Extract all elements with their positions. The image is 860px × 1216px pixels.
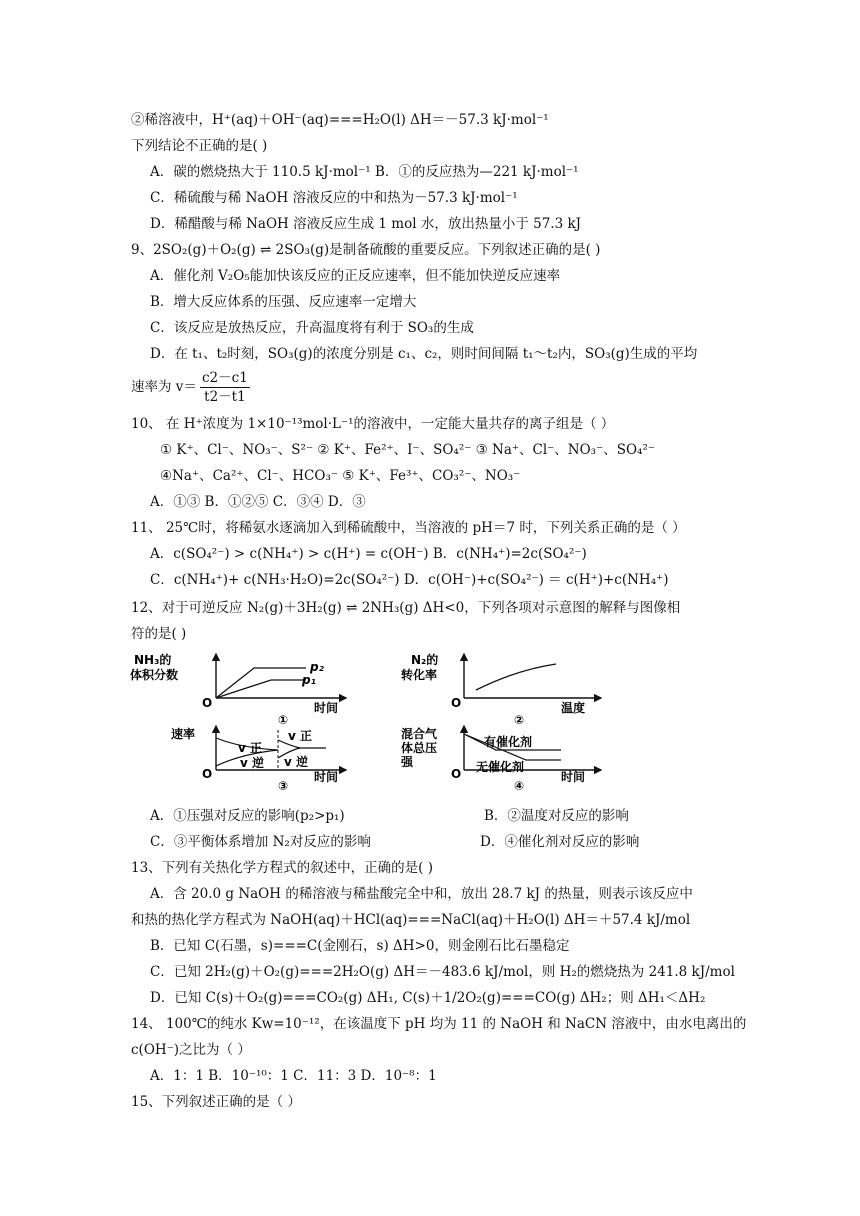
fig2-ylabel-line2: 转化率 bbox=[401, 668, 438, 682]
fig3-origin: O bbox=[202, 767, 213, 781]
fig1-tag: ① bbox=[278, 713, 289, 727]
fig1-ylabel-line1: NH₃的 bbox=[134, 653, 172, 667]
fig4-origin: O bbox=[451, 767, 462, 781]
fig3-label-vrev-2: v 逆 bbox=[284, 755, 309, 769]
fig4-label-nocat: 无催化剂 bbox=[476, 760, 525, 774]
q11-options-cd: C．c(NH₄⁺)+ c(NH₃·H₂O)=2c(SO₄²⁻) D．c(OH⁻)+c(SO₄²⁻) ＝ c(H⁺)+c(NH₄⁺) bbox=[150, 572, 669, 588]
q13-option-a: A．含 20.0 g NaOH 的稀溶液与稀盐酸完全中和，放出 28.7 kJ 的热量，则表示该反应中 bbox=[150, 886, 693, 902]
figure-3 bbox=[171, 726, 346, 793]
q9-option-d-cont: 速率为 v＝ bbox=[131, 379, 197, 395]
q13-option-b: B．已知 C(石墨，s)===C(金刚石，s) ΔH>0，则金刚石比石墨稳定 bbox=[150, 938, 570, 954]
fig1-label-p2: p₂ bbox=[310, 660, 324, 674]
q9-option-d: D．在 t₁、t₂时刻，SO₃(g)的浓度分别是 c₁、c₂，则时间间隔 t₁～t₂内，SO₃(g)生成的平均 bbox=[150, 346, 698, 362]
fig4-label-cat: 有催化剂 bbox=[484, 735, 533, 749]
q10-stem: 10、 在 H⁺浓度为 1×10⁻¹³mol·L⁻¹的溶液中，一定能大量共存的离子组是（ ） bbox=[131, 416, 615, 432]
fraction-denominator: t2－t1 bbox=[204, 389, 246, 405]
q9-option-b: B．增大反应体系的压强、反应速率一定增大 bbox=[150, 294, 417, 310]
q13-option-a-cont: 和热的热化学方程式为 NaOH(aq)＋HCl(aq)===NaCl(aq)＋H₂O(l) ΔH＝＋57.4 kJ/mol bbox=[131, 912, 691, 928]
fig4-ylabel-line2: 体总压 bbox=[401, 741, 438, 755]
rate-fraction bbox=[200, 369, 250, 406]
q8-stem: 下列结论不正确的是( ) bbox=[131, 138, 268, 154]
fig3-label-vrev: v 逆 bbox=[240, 756, 265, 770]
fig4-ylabel-line1: 混合气 bbox=[401, 727, 438, 741]
q14-options: A．1：1 B．10⁻¹⁰：1 C．11：3 D．10⁻⁸：1 bbox=[150, 1068, 437, 1084]
q13-option-c: C．已知 2H₂(g)＋O₂(g)===2H₂O(g) ΔH＝－483.6 kJ/mol，则 H₂的燃烧热为 241.8 kJ/mol bbox=[150, 964, 735, 980]
q11-options-ab: A．c(SO₄²⁻) > c(NH₄⁺) > c(H⁺) = c(OH⁻) B．c(NH₄⁺)=2c(SO₄²⁻) bbox=[150, 546, 587, 562]
fig4-tag: ④ bbox=[514, 779, 525, 793]
q11-stem: 11、 25℃时，将稀氨水逐滴加入到稀硫酸中，当溶液的 pH＝7 时，下列关系正确的是（ ） bbox=[131, 520, 686, 536]
q8-options-ab: A．碳的燃烧热大于 110.5 kJ·mol⁻¹ B．①的反应热为—221 kJ·mol⁻¹ bbox=[150, 164, 579, 180]
fig1-origin: O bbox=[202, 696, 213, 710]
q13-stem: 13、下列有关热化学方程式的叙述中，正确的是( ) bbox=[131, 860, 434, 876]
q9-stem: 9、2SO₂(g)＋O₂(g) ⇌ 2SO₃(g)是制备硫酸的重要反应。下列叙述正确的是( ) bbox=[131, 242, 601, 258]
q14-stem: 14、 100℃的纯水 Kw=10⁻¹²，在该温度下 pH 均为 11 的 NaOH 和 NaCN 溶液中，由水电离出的 bbox=[131, 1016, 747, 1032]
fig2-ylabel-line1: N₂的 bbox=[411, 653, 439, 667]
figure-1 bbox=[130, 652, 346, 727]
fig1-label-p1: p₁ bbox=[302, 673, 316, 687]
q12-option-c: C．③平衡体系增加 N₂对反应的影响 bbox=[150, 834, 371, 850]
q8-option-c: C．稀硫酸与稀 NaOH 溶液反应的中和热为－57.3 kJ·mol⁻¹ bbox=[150, 190, 518, 206]
q12-option-a: A．①压强对反应的影响(p₂>p₁) bbox=[150, 808, 345, 824]
fig1-ylabel-line2: 体积分数 bbox=[130, 668, 179, 682]
fig4-xlabel: 时间 bbox=[561, 770, 586, 784]
q10-groups-123: ① K⁺、Cl⁻、NO₃⁻、S²⁻ ② K⁺、Fe²⁺、I⁻、SO₄²⁻ ③ Na⁺、Cl⁻、NO₃⁻、SO₄²⁻ bbox=[160, 442, 655, 458]
q8-condition-2: ②稀溶液中，H⁺(aq)＋OH⁻(aq)===H₂O(l) ΔH＝－57.3 kJ·mol⁻¹ bbox=[131, 112, 549, 128]
fig1-curve-p1 bbox=[216, 680, 306, 698]
q14-stem-cont: c(OH⁻)之比为（ ） bbox=[131, 1042, 251, 1058]
q12-stem-cont: 符的是( ) bbox=[131, 626, 187, 642]
q12-option-d: D．④催化剂对反应的影响 bbox=[480, 834, 640, 850]
fig1-xlabel: 时间 bbox=[314, 701, 339, 715]
q12-figures-svg bbox=[130, 650, 616, 810]
q9-option-c: C．该反应是放热反应，升高温度将有利于 SO₃的生成 bbox=[150, 320, 474, 336]
fig3-tag: ③ bbox=[278, 779, 289, 793]
figure-2 bbox=[401, 652, 601, 727]
fig2-curve bbox=[476, 664, 556, 690]
fig2-xlabel: 温度 bbox=[561, 701, 586, 715]
q12-stem: 12、对于可逆反应 N₂(g)＋3H₂(g) ⇌ 2NH₃(g) ΔH<0，下列各项对示意图的解释与图像相 bbox=[131, 600, 681, 616]
q10-groups-45: ④Na⁺、Ca²⁺、Cl⁻、HCO₃⁻ ⑤ K⁺、Fe³⁺、CO₃²⁻、NO₃⁻ bbox=[160, 468, 521, 484]
figure-4 bbox=[400, 726, 601, 793]
q9-option-a: A．催化剂 V₂O₅能加快该反应的正反应速率，但不能加快逆反应速率 bbox=[150, 268, 561, 284]
fig3-label-vfwd-2: v 正 bbox=[288, 729, 313, 743]
fig3-ylabel: 速率 bbox=[171, 727, 196, 741]
fig3-label-vfwd: v 正 bbox=[238, 741, 263, 755]
q15-stem: 15、下列叙述正确的是（ ） bbox=[131, 1094, 301, 1110]
q12-figures bbox=[130, 650, 616, 810]
fig4-ylabel-line3: 强 bbox=[401, 755, 414, 769]
fraction-numerator: c2－c1 bbox=[202, 370, 248, 386]
q12-option-b: B．②温度对反应的影响 bbox=[484, 808, 629, 824]
q10-options: A．①③ B．①②⑤ C．③④ D．③ bbox=[150, 494, 366, 510]
q8-option-d: D．稀醋酸与稀 NaOH 溶液反应生成 1 mol 水，放出热量小于 57.3 kJ bbox=[150, 216, 582, 232]
fig2-tag: ② bbox=[514, 713, 525, 727]
fig3-xlabel: 时间 bbox=[314, 770, 339, 784]
fig2-origin: O bbox=[451, 696, 462, 710]
q13-option-d: D．已知 C(s)＋O₂(g)===CO₂(g) ΔH₁, C(s)＋1/2O₂(g)===CO(g) ΔH₂；则 ΔH₁＜ΔH₂ bbox=[150, 990, 706, 1006]
